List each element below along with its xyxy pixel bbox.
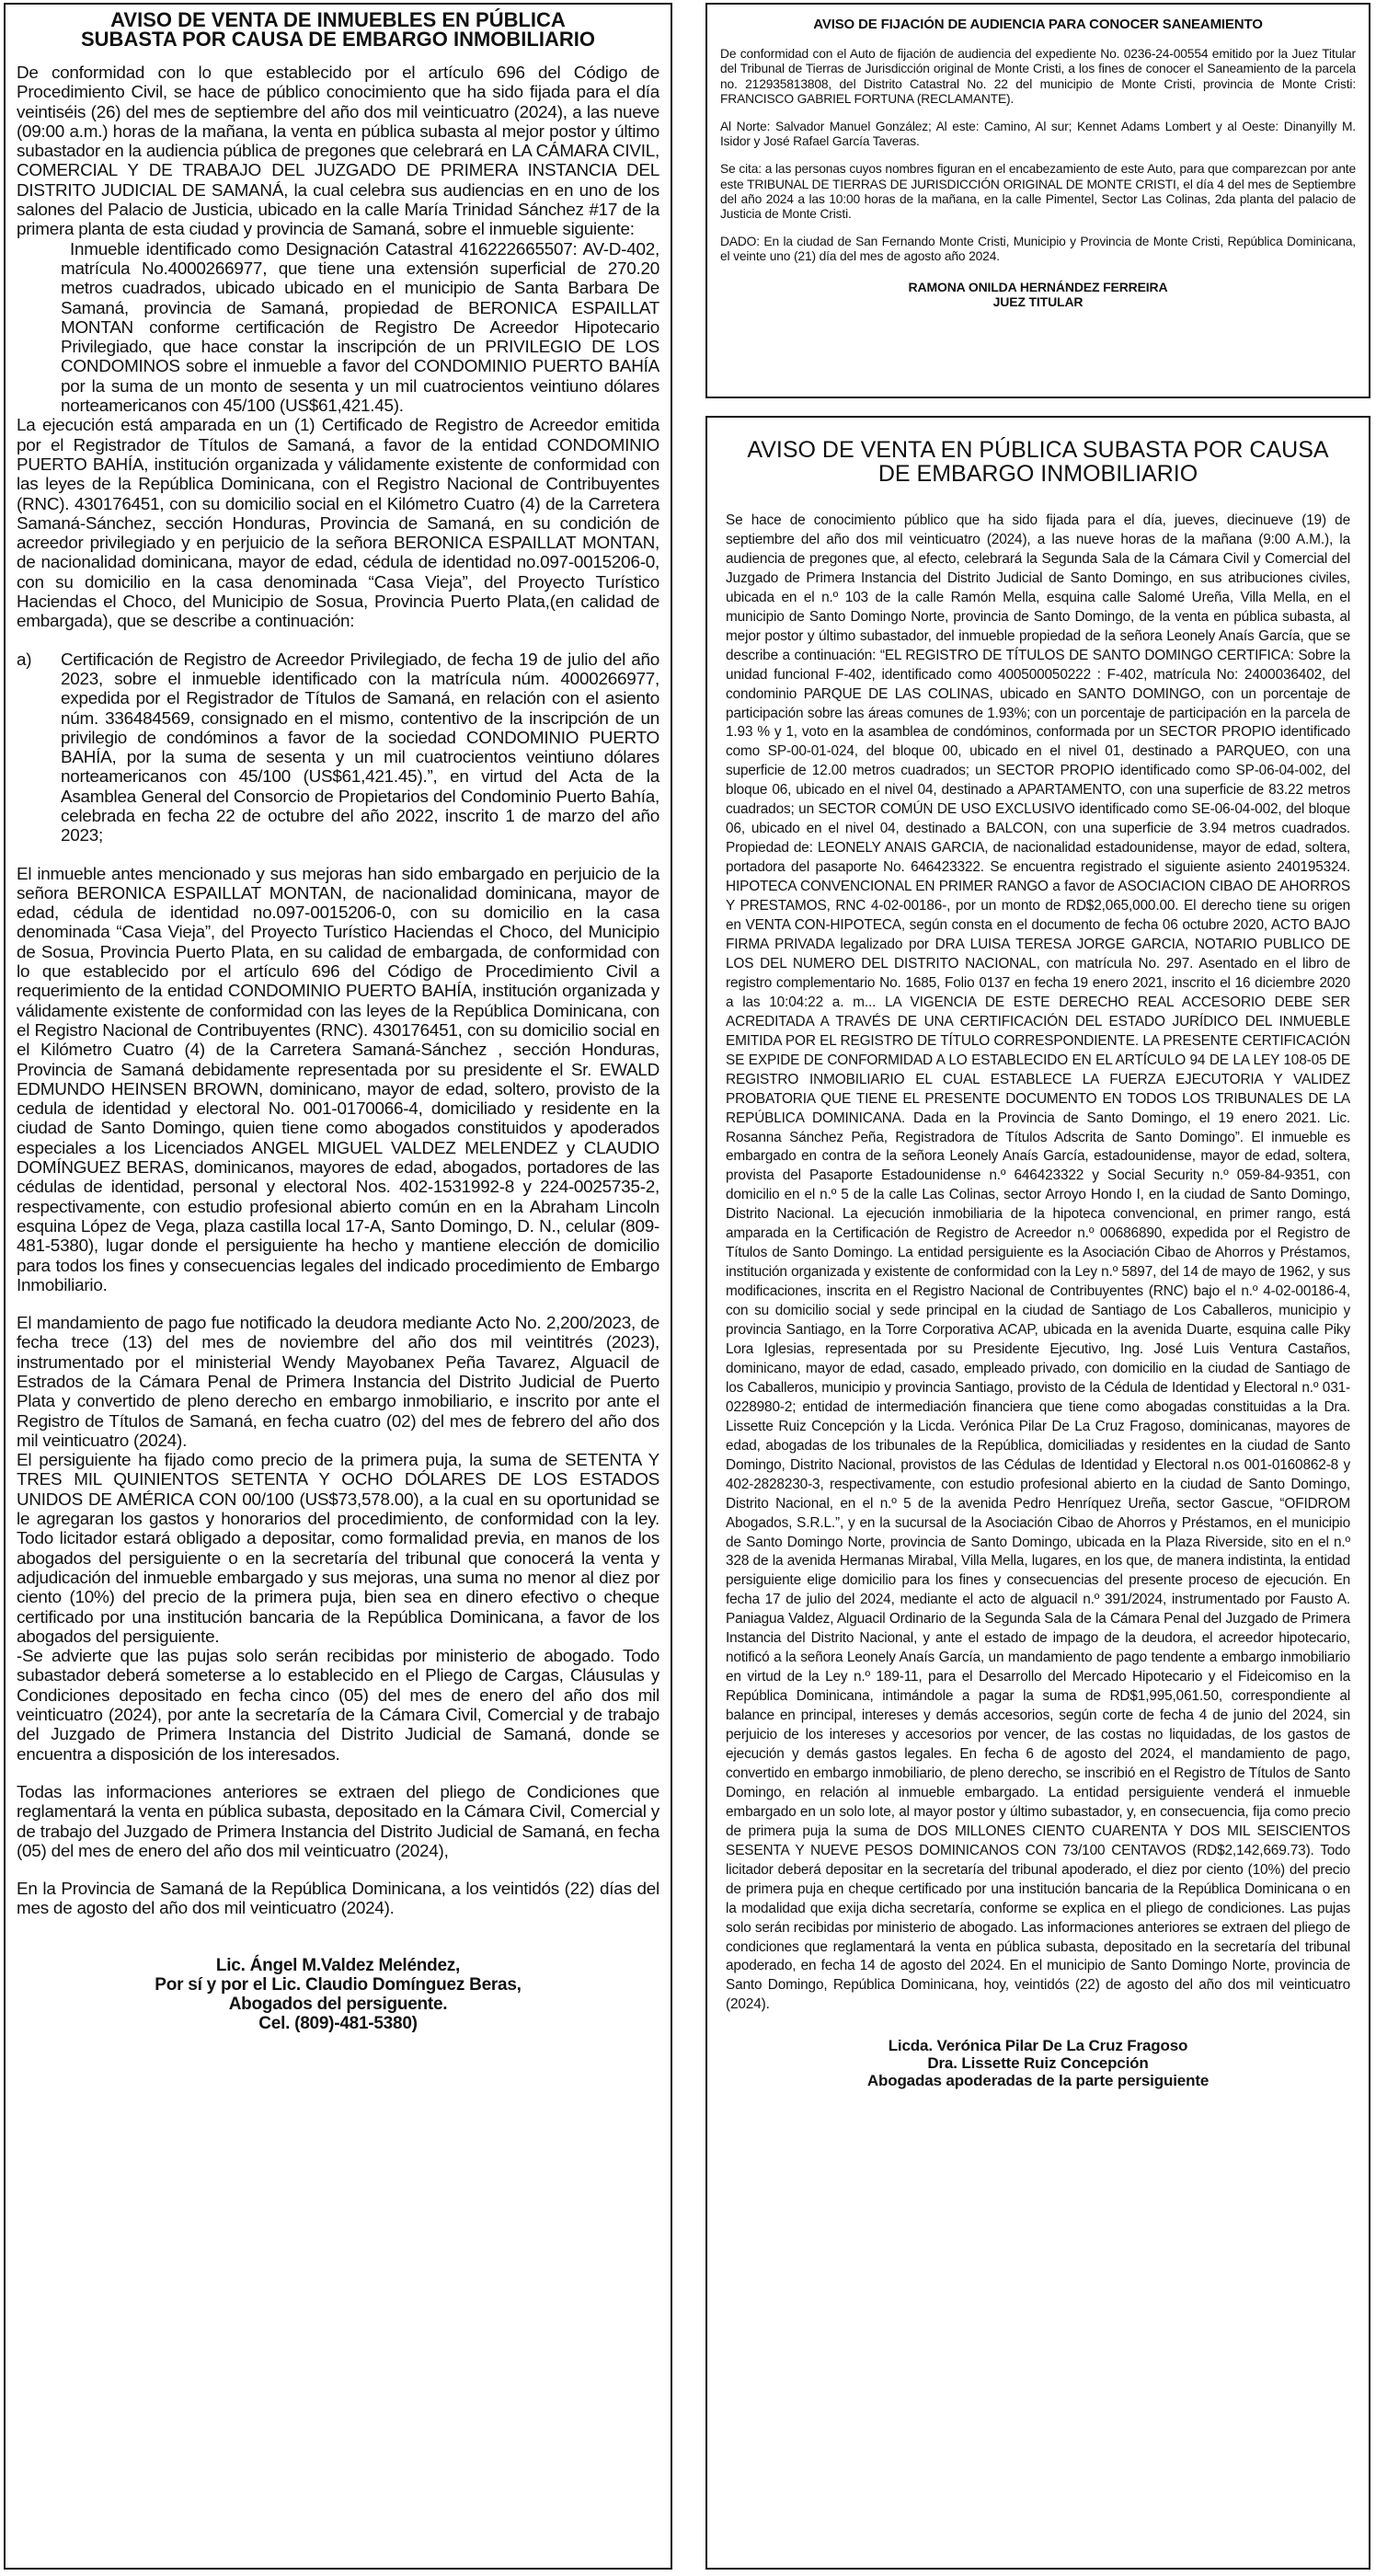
- right-signature-block: [726, 2037, 1350, 2089]
- left-paragraph-8: En la Provincia de Samaná de la República Dominicana, a los veintidós (22) días del mes de agosto del año dos mil veinticuatro (2024).: [17, 1880, 659, 1919]
- left-paragraph-3: El inmueble antes mencionado y sus mejoras han sido embargado en perjuicio de la señora BERONICA ESPAILLAT MONTAN, de nacionalidad dominicana, mayor de edad, cédula de identidad no.097-0015206-0, con su domicilio en la casa denominada “Casa Vieja”, del Proyecto Turístico Haciendas el Choco, del Municipio de Sosua, Provincia Puerto Plata, en su calidad de embargada, de conformidad con lo que establecido por el artículo 696 del Código de Procedimiento Civil a requerimiento de la entidad CONDOMINIO PUERTO BAHÍA, institución organizada y válidamente existente de conformidad con las leyes de la República Dominicana, con el Registro Nacional de Contribuyentes (RNC). 430176451, con su domicilio social en el Kilómetro Cuatro (4) de la Carretera Samaná-Sánchez , sección Honduras, Provincia de Samaná debidamente representada por su presidente el Sr. EWALD EDMUNDO HEINSEN BROWN, dominicano, mayor de edad, soltero, provisto de la cedula de identidad y electoral No. 001-0170066-4, domiciliado y residente en la ciudad de Santo Domingo, quien tiene como abogados constituidos y apoderados especiales a los Licenciados ANGEL MIGUEL VALDEZ MELENDEZ y CLAUDIO DOMÍNGUEZ BERAS, dominicanos, mayores de edad, abogados, portadores de las cédulas de identidad, personal y electoral Nos. 402-1531992-8 y 224-0025735-2, respectivamente, con estudio profesional abierto común en en la Abraham Lincoln esquina López de Vega, plaza castilla local 17-A, Santo Domingo, D. N., celular (809-481-5380), lugar donde el persiguiente ha hecho y mantiene elección de domicilio para todos los fines y consecuencias legales del indicado procedimiento de Embargo Inmobiliario.: [17, 864, 659, 1295]
- left-list-item-label: a): [17, 650, 32, 670]
- left-paragraph-4: El mandamiento de pago fue notificado la deudora mediante Acto No. 2,200/2023, de fecha trece (13) del mes de noviembre del año dos mil veintitrés (2023), instrumentado por el ministerial Wendy Mayobanex Peña Tavarez, Alguacil de Estrados de la Cámara Penal de Primera Instancia del Distrito Judicial de Puerto Plata y convertido de pleno derecho en embargo inmobiliario, e inscrito por ante el Registro de Títulos de Samaná, en fecha cuatro (02) del mes de febrero del año dos mil veinticuatro (2024).: [17, 1314, 659, 1451]
- hearing-paragraph-2: Al Norte: Salvador Manuel González; Al este: Camino, Al sur; Kennet Adams Lombert y al Oeste: Dinanyilly M. Isidor y José Rafael García Taveras.: [720, 120, 1356, 149]
- left-signature-line4: Cel. (809)-481-5380): [258, 2013, 418, 2033]
- left-title-line1: AVISO DE VENTA DE INMUEBLES EN PÚBLICA: [110, 8, 566, 31]
- right-signature-line2: Dra. Lissette Ruiz Concepción: [927, 2054, 1149, 2073]
- left-paragraph-5: El persiguiente ha fijado como precio de la primera puja, la suma de SETENTA Y TRES MIL QUINIENTOS SETENTA Y OCHO DÓLARES DE LOS ESTADOS UNIDOS DE AMÉRICA CON 00/100 (US$73,578.00), a la cual en su oportunidad se le agregaran los gastos y honorarios del procedimiento, de conformidad con la ley. Todo licitador estará obligado a depositar, como formalidad previa, en manos de los abogados del persiguiente o en la secretaría del tribunal que conocerá la venta y adjudicación del inmueble embargado y sus mejoras, una suma no menor al diez por ciento (10%) del precio de la primera puja, bien sea en dinero efectivo o cheque certificado por una institución bancaria de la República Dominicana, a favor de los abogados del persiguiente.: [17, 1451, 659, 1647]
- hearing-signature-block: [720, 280, 1356, 309]
- left-title-line2: SUBASTA POR CAUSA DE EMBARGO INMOBILIARIO: [81, 28, 595, 51]
- hearing-paragraph-1: De conformidad con el Auto de fijación de audiencia del expediente No. 0236-24-00554 emitido por la Juez Titular del Tribunal de Tierras de Jurisdicción original de Monte Cristi, a los fines de conocer el Saneamiento de la parcela no. 212935813808, del Distrito Catastral No. 22 del municipio de Monte Cristi, provincia de Monte Cristi: FRANCISCO GABRIEL FORTUNA (RECLAMANTE).: [720, 47, 1356, 106]
- left-paragraph-2: La ejecución está amparada en un (1) Certificado de Registro de Acreedor emitida por el Registrador de Títulos de Samaná, a favor de la entidad CONDOMINIO PUERTO BAHÍA, institución organizada y válidamente existente de conformidad con las leyes de la República Dominicana, con el Registro Nacional de Contribuyentes (RNC). 430176451, con su domicilio social en el Kilómetro Cuatro (4) de la Carretera Samaná-Sánchez, sección Honduras, Provincia de Samaná, en su condición de acreedor privilegiado y en perjuicio de la señora BERONICA ESPAILLAT MONTAN, de nacionalidad dominicana, mayor de edad, cédula de identidad no.097-0015206-0, con su domicilio en la casa denominada “Casa Vieja”, del Proyecto Turístico Haciendas el Choco, del Municipio de Sosua, Provincia Puerto Plata,(en calidad de embargada), que se describe a continuación:: [17, 416, 659, 632]
- hearing-signature-line1: RAMONA ONILDA HERNÁNDEZ FERREIRA: [908, 279, 1168, 294]
- right-title-line1: AVISO DE VENTA EN PÚBLICA SUBASTA POR CAUSA: [747, 437, 1329, 463]
- hearing-signature-line2: JUEZ TITULAR: [992, 293, 1084, 309]
- left-notice-title: [17, 10, 659, 49]
- right-title-line2: DE EMBARGO INMOBILIARIO: [877, 461, 1198, 487]
- right-signature-line1: Licda. Verónica Pilar De La Cruz Fragoso: [888, 2037, 1188, 2055]
- left-paragraph-7: Todas las informaciones anteriores se extraen del pliego de Condiciones que reglamentará la venta en pública subasta, depositado en la Cámara Civil, Comercial y de trabajo del Juzgado de Primera Instancia del Distrito Judicial de Samaná, en fecha (05) del mes de enero del año dos mil veinticuatro (2024),: [17, 1782, 659, 1861]
- right-legal-notice: [705, 416, 1370, 2570]
- left-paragraph-1: De conformidad con lo que establecido por el artículo 696 del Código de Procedimiento Civil, se hace de público conocimiento que ha sido fijada para el día veintiséis (26) del mes de septiembre del año dos mil veinticuatro (2024), a las nueve (09:00 a.m.) horas de la mañana, la venta en pública subasta al mejor postor y último subastador en la audiencia pública de pregones que celebrará en LA CÁMARA CIVIL, COMERCIAL Y DE TRABAJO DEL JUZGADO DE PRIMERA INSTANCIA DEL DISTRITO JUDICIAL DE SAMANÁ, la cual celebra sus audiencias en en uno de los salones del Palacio de Justicia, ubicado en la calle María Trinidad Sánchez #17 de la primera planta de esta ciudad y provincia de Samaná, sobre el inmueble siguiente:: [17, 63, 659, 240]
- right-notice-title: [726, 438, 1350, 486]
- left-signature-line1: Lic. Ángel M.Valdez Meléndez,: [215, 1955, 461, 1975]
- right-signature-line3: Abogadas apoderadas de la parte persiguiente: [866, 2072, 1210, 2090]
- left-list-item-text: Certificación de Registro de Acreedor Privilegiado, de fecha 19 de julio del año 2023, sobre el inmueble identificado con la matrícula núm. 4000266977, expedida por el Registrador de Títulos de Samaná, en relación con el asiento núm. 336484569, consignado en el mismo, contentivo de la inscripción de un privilegio de condóminos a favor de la sociedad CONDOMINIO PUERTO BAHÍA, por la suma de sesenta y un mil cuatrocientos veintiuno dólares norteamericanos con 45/100 (US$61,421.45).”, en virtud del Acta de la Asamblea General del Consorcio de Propietarios del Condominio Puerto Bahía, celebrada en fecha 22 de octubre del año 2022, inscrito 1 de marzo del año 2023;: [61, 650, 659, 846]
- left-paragraph-6: -Se advierte que las pujas solo serán recibidas por ministerio de abogado. Todo subastador deberá someterse a lo establecido en el Pliego de Cargas, Cláusulas y Condiciones depositado en fecha cinco (05) del mes de enero del año dos mil veinticuatro (2024), por ante la secretaría de la Cámara Civil, Comercial y de trabajo del Juzgado de Primera Instancia del Distrito Judicial de Samaná, donde se encuentra a disposición de los interesados.: [17, 1647, 659, 1765]
- left-signature-line3: Abogados del persiguente.: [228, 1994, 448, 2014]
- hearing-paragraph-3: Se cita: a las personas cuyos nombres figuran en el encabezamiento de este Auto, para que comparezcan por ante este TRIBUNAL DE TIERRAS DE JURISDICCIÓN ORIGINAL DE MONTE CRISTI, el día 4 del mes de Septiembre del año 2024 a las 10:00 horas de la mañana, en la calle Pimentel, Sector Las Colinas, 2da planta del palacio de Justicia de Monte Cristi.: [720, 162, 1356, 222]
- left-signature-line2: Por sí y por el Lic. Claudio Domínguez Beras,: [155, 1974, 522, 1995]
- hearing-notice: [705, 3, 1370, 398]
- left-legal-notice: [4, 3, 672, 2570]
- hearing-paragraph-4: DADO: En la ciudad de San Fernando Monte Cristi, Municipio y Provincia de Monte Cristi, República Dominicana, el veinte uno (21) día del mes de agosto año 2024.: [720, 235, 1356, 264]
- right-notice-body: Se hace de conocimiento público que ha sido fijada para el día, jueves, diecinueve (19) de septiembre del año dos mil veinticuatro (2024), a las nueve horas de la mañana (9:00 A.M.), la audiencia de pregones que, al efecto, celebrará la Segunda Sala de la Cámara Civil y Comercial del Juzgado de Primera Instancia del Distrito Judicial de Santo Domingo, en sus atribuciones civiles, ubicada en el n.º 103 de la calle Ramón Mella, esquina calle Salomé Ureña, Villa Mella, en el municipio de Santo Domingo Norte, provincia de Santo Domingo, de la venta en pública subasta, al mejor postor y último subastador, del inmueble propiedad de la señora Leonely Anaís García, que se describe a continuación: “EL REGISTRO DE TÍTULOS DE SANTO DOMINGO CERTIFICA: Sobre la unidad funcional F-402, identificado como 400500050222 : F-402, matrícula No: 2400036402, del condominio PARQUE DE LAS COLINAS, ubicado en SANTO DOMINGO, con un porcentaje de participación sobre las áreas comunes de 1.93%; con un porcentaje de participación en la parcela de 1.93 % y 1, voto en la asamblea de condóminos, conformada por un SECTOR PROPIO identificado como SP-00-01-024, del bloque 00, ubicado en el nivel 01, destinado a PARQUEO, con una superficie de 12.00 metros cuadrados; un SECTOR PROPIO identificado como SP-06-04-002, del bloque 06, ubicado en el nivel 04, destinado a APARTAMENTO, con una superficie de 83.22 metros cuadrados; un SECTOR COMÚN DE USO EXCLUSIVO identificado como SE-06-04-002, del bloque 06, ubicado en el nivel 04, destinado a BALCON, con una superficie de 3.94 metros cuadrados. Propiedad de: LEONELY ANAIS GARCIA, de nacionalidad estadounidense, mayor de edad, soltera, portadora del pasaporte No. 646423322. Se encuentra registrado el siguiente asiento 240195324. HIPOTECA CONVENCIONAL EN PRIMER RANGO a favor de ASOCIACION CIBAO DE AHORROS Y PRESTAMOS, RNC 4-02-00186-, por un monto de RD$2,065,000.00. El derecho tiene su origen en VENTA CON-HIPOTECA, según consta en el documento de fecha 06 octubre 2020, ACTO BAJO FIRMA PRIVADA legalizado por DRA LUISA TERESA JORGE GARCIA, NOTARIO PUBLICO DE LOS DEL NUMERO DEL DISTRITO NACIONAL, con matrícula No. 297. Asentado en el libro de registro complementario No. 1685, Folio 0137 en fecha 19 enero 2021, inscrito el 16 diciembre 2020 a las 10:04:22 a. m... LA VIGENCIA DE ESTE DERECHO REAL ACCESORIO DEBE SER ACREDITADA A TRAVÉS DE UNA CERTIFICACIÓN DEL ESTADO JURÍDICO DEL INMUEBLE EMITIDA POR EL REGISTRO DE TÍTULO CORRESPONDIENTE. LA PRESENTE CERTIFICACIÓN SE EXPIDE DE CONFORMIDAD A LO ESTABLECIDO EN EL ARTÍCULO 94 DE LA LEY 108-05 DE REGISTRO INMOBILIARIO EL CUAL ESTABLECE LA FUERZA EJECUTORIA Y VALIDEZ PROBATORIA QUE TIENE EL PRESENTE DOCUMENTO EN TODOS LOS TRIBUNALES DE LA REPÚBLICA DOMINICANA. Dada en la Provincia de Santo Domingo, el 19 enero 2021. Lic. Rosanna Sánchez Peña, Registradora de Títulos Adscrita de Santo Domingo”. El inmueble es embargado en contra de la señora Leonely Anaís García, estadounidense, mayor de edad, soltera, provista del Pasaporte Estadounidense n.º 646423322 y Social Security n.º 059-84-9351, con domicilio en el n.º 5 de la calle Las Colinas, sector Arroyo Hondo I, en la ciudad de Santo Domingo, Distrito Nacional. La ejecución inmobiliaria de la hipoteca convencional, en primer rango, está amparada en la Certificación de Registro de Acreedor n.º 00686890, expedida por el Registro de Títulos de Santo Domingo. La entidad persiguiente es la Asociación Cibao de Ahorros y Préstamos, institución organizada y existente de conformidad con la Ley n.º 5897, del 14 de mayo de 1962, y sus modificaciones, inscrita en el Registro Nacional de Contribuyentes (RNC) bajo el n.º 4-02-00186-4, con su domicilio social y sede principal en la ciudad de Santiago de Los Caballeros, municipio y provincia Santiago, en la Torre Corporativa ACAP, ubicada en la avenida Duarte, esquina calle Piky Lora Iglesias, representada por su Presidente Ejecutivo, Ing. José Luis Ventura Castaños, dominicano, mayor de edad, casado, empleado privado, con domicilio en la ciudad de Santiago de los Caballeros, municipio y provincia Santiago, provisto de la Cédula de Identidad y Electoral n.º 031-0228980-2; entidad de intermediación financiera que tiene como abogadas constituidas a la Dra. Lissette Ruiz Concepción y la Licda. Verónica Pilar De La Cruz Fragoso, dominicanas, mayores de edad, abogadas de los tribunales de la República, domiciliadas y residentes en la ciudad de Santo Domingo, Distrito Nacional, provistos de las Cédulas de Identidad y Electoral n.os 001-0160862-8 y 402-2828230-3, respectivamente, con estudio profesional abierto en la ciudad de Santo Domingo, Distrito Nacional, en el n.º 5 de la avenida Pedro Henríquez Ureña, sector Gascue, “OFIDROM Abogados, S.R.L.”, y en la sucursal de la Asociación Cibao de Ahorros y Préstamos, en el municipio de Santo Domingo Norte, provincia de Santo Domingo, ubicada en la Plaza Riverside, sito en el n.º 328 de la avenida Hermanas Mirabal, Villa Mella, lugares, en los que, de manera indistinta, la entidad persiguiente elige domicilio para los fines y consecuencias del presente proceso de ejecución. En fecha 17 de julio del 2024, mediante el acto de alguacil n.º 391/2024, instrumentado por Fausto A. Paniagua Valdez, Alguacil Ordinario de la Segunda Sala de la Cámara Penal del Juzgado de Primera Instancia del Distrito Nacional, y ante el estado de impago de la deudora, el acreedor hipotecario, notificó a la señora Leonely Anaís García, un mandamiento de pago tendente a embargo inmobiliario en virtud de la Ley n.º 189-11, para el Desarrollo del Mercado Hipotecario y el Fideicomiso en la República Dominicana, intimándole a pagar la suma de RD$1,995,061.50, correspondiente al balance en principal, intereses y demás accesorios, según corte de fecha 4 de junio del 2024, sin perjuicio de los intereses y accesorios por vencer, de las costas no liquidadas, de los gastos de ejecución y demás gastos legales. En fecha 6 de agosto del 2024, el mandamiento de pago, convertido en embargo inmobiliario, de pleno derecho, se inscribió en el Registro de Títulos de Santo Domingo, en relación al inmueble embargado. La entidad persiguiente venderá el inmueble embargado en un solo lote, al mayor postor y último subastador, y, en consecuencia, fija como precio de primera puja la suma de DOS MILLONES CIENTO CUARENTA Y DOS MIL SEISCIENTOS SESENTA Y NUEVE PESOS DOMINICANOS CON 73/100 CENTAVOS (RD$2,142,669.73). Todo licitador deberá depositar en la secretaría del tribunal apoderado, el diez por ciento (10%) del precio de primera puja en cheque certificado por una institución bancaria de la República Dominicana o en la modalidad que exija dicha secretaría, conforme se explica en el pliego de condiciones. Las pujas solo serán recibidas por ministerio de abogado. Las informaciones anteriores se extraen del pliego de condiciones que reglamentará la venta en pública subasta, depositado en la secretaría del tribunal apoderado, en fecha 14 de agosto del 2024. En el municipio de Santo Domingo Norte, provincia de Santo Domingo, República Dominicana, hoy, veintidós (22) de agosto del año dos mil veinticuatro (2024).: [726, 512, 1350, 2013]
- left-property-description: Inmueble identificado como Designación Catastral 416222665507: AV-D-402, matrícula No.4000266977, que tiene una extensión superficial de 270.20 metros cuadrados, ubicado ubicado en el municipio de Santa Barbara De Samaná, provincia de Samaná, propiedad de BERONICA ESPAILLAT MONTAN conforme certificación de Registro De Acreedor Hipotecario Privilegiado, que hace constar la inscripción de un PRIVILEGIO DE LOS CONDOMINOS sobre el inmueble a favor del CONDOMINIO PUERTO BAHÍA por la suma de un monto de sesenta y un mil cuatrocientos veintiuno dólares norteamericanos con 45/100 (US$61,421.45).: [61, 239, 659, 417]
- left-signature-block: [17, 1956, 659, 2033]
- left-list-item-a: [17, 650, 659, 846]
- hearing-notice-title: AVISO DE FIJACIÓN DE AUDIENCIA PARA CONOCER SANEAMIENTO: [813, 17, 1263, 32]
